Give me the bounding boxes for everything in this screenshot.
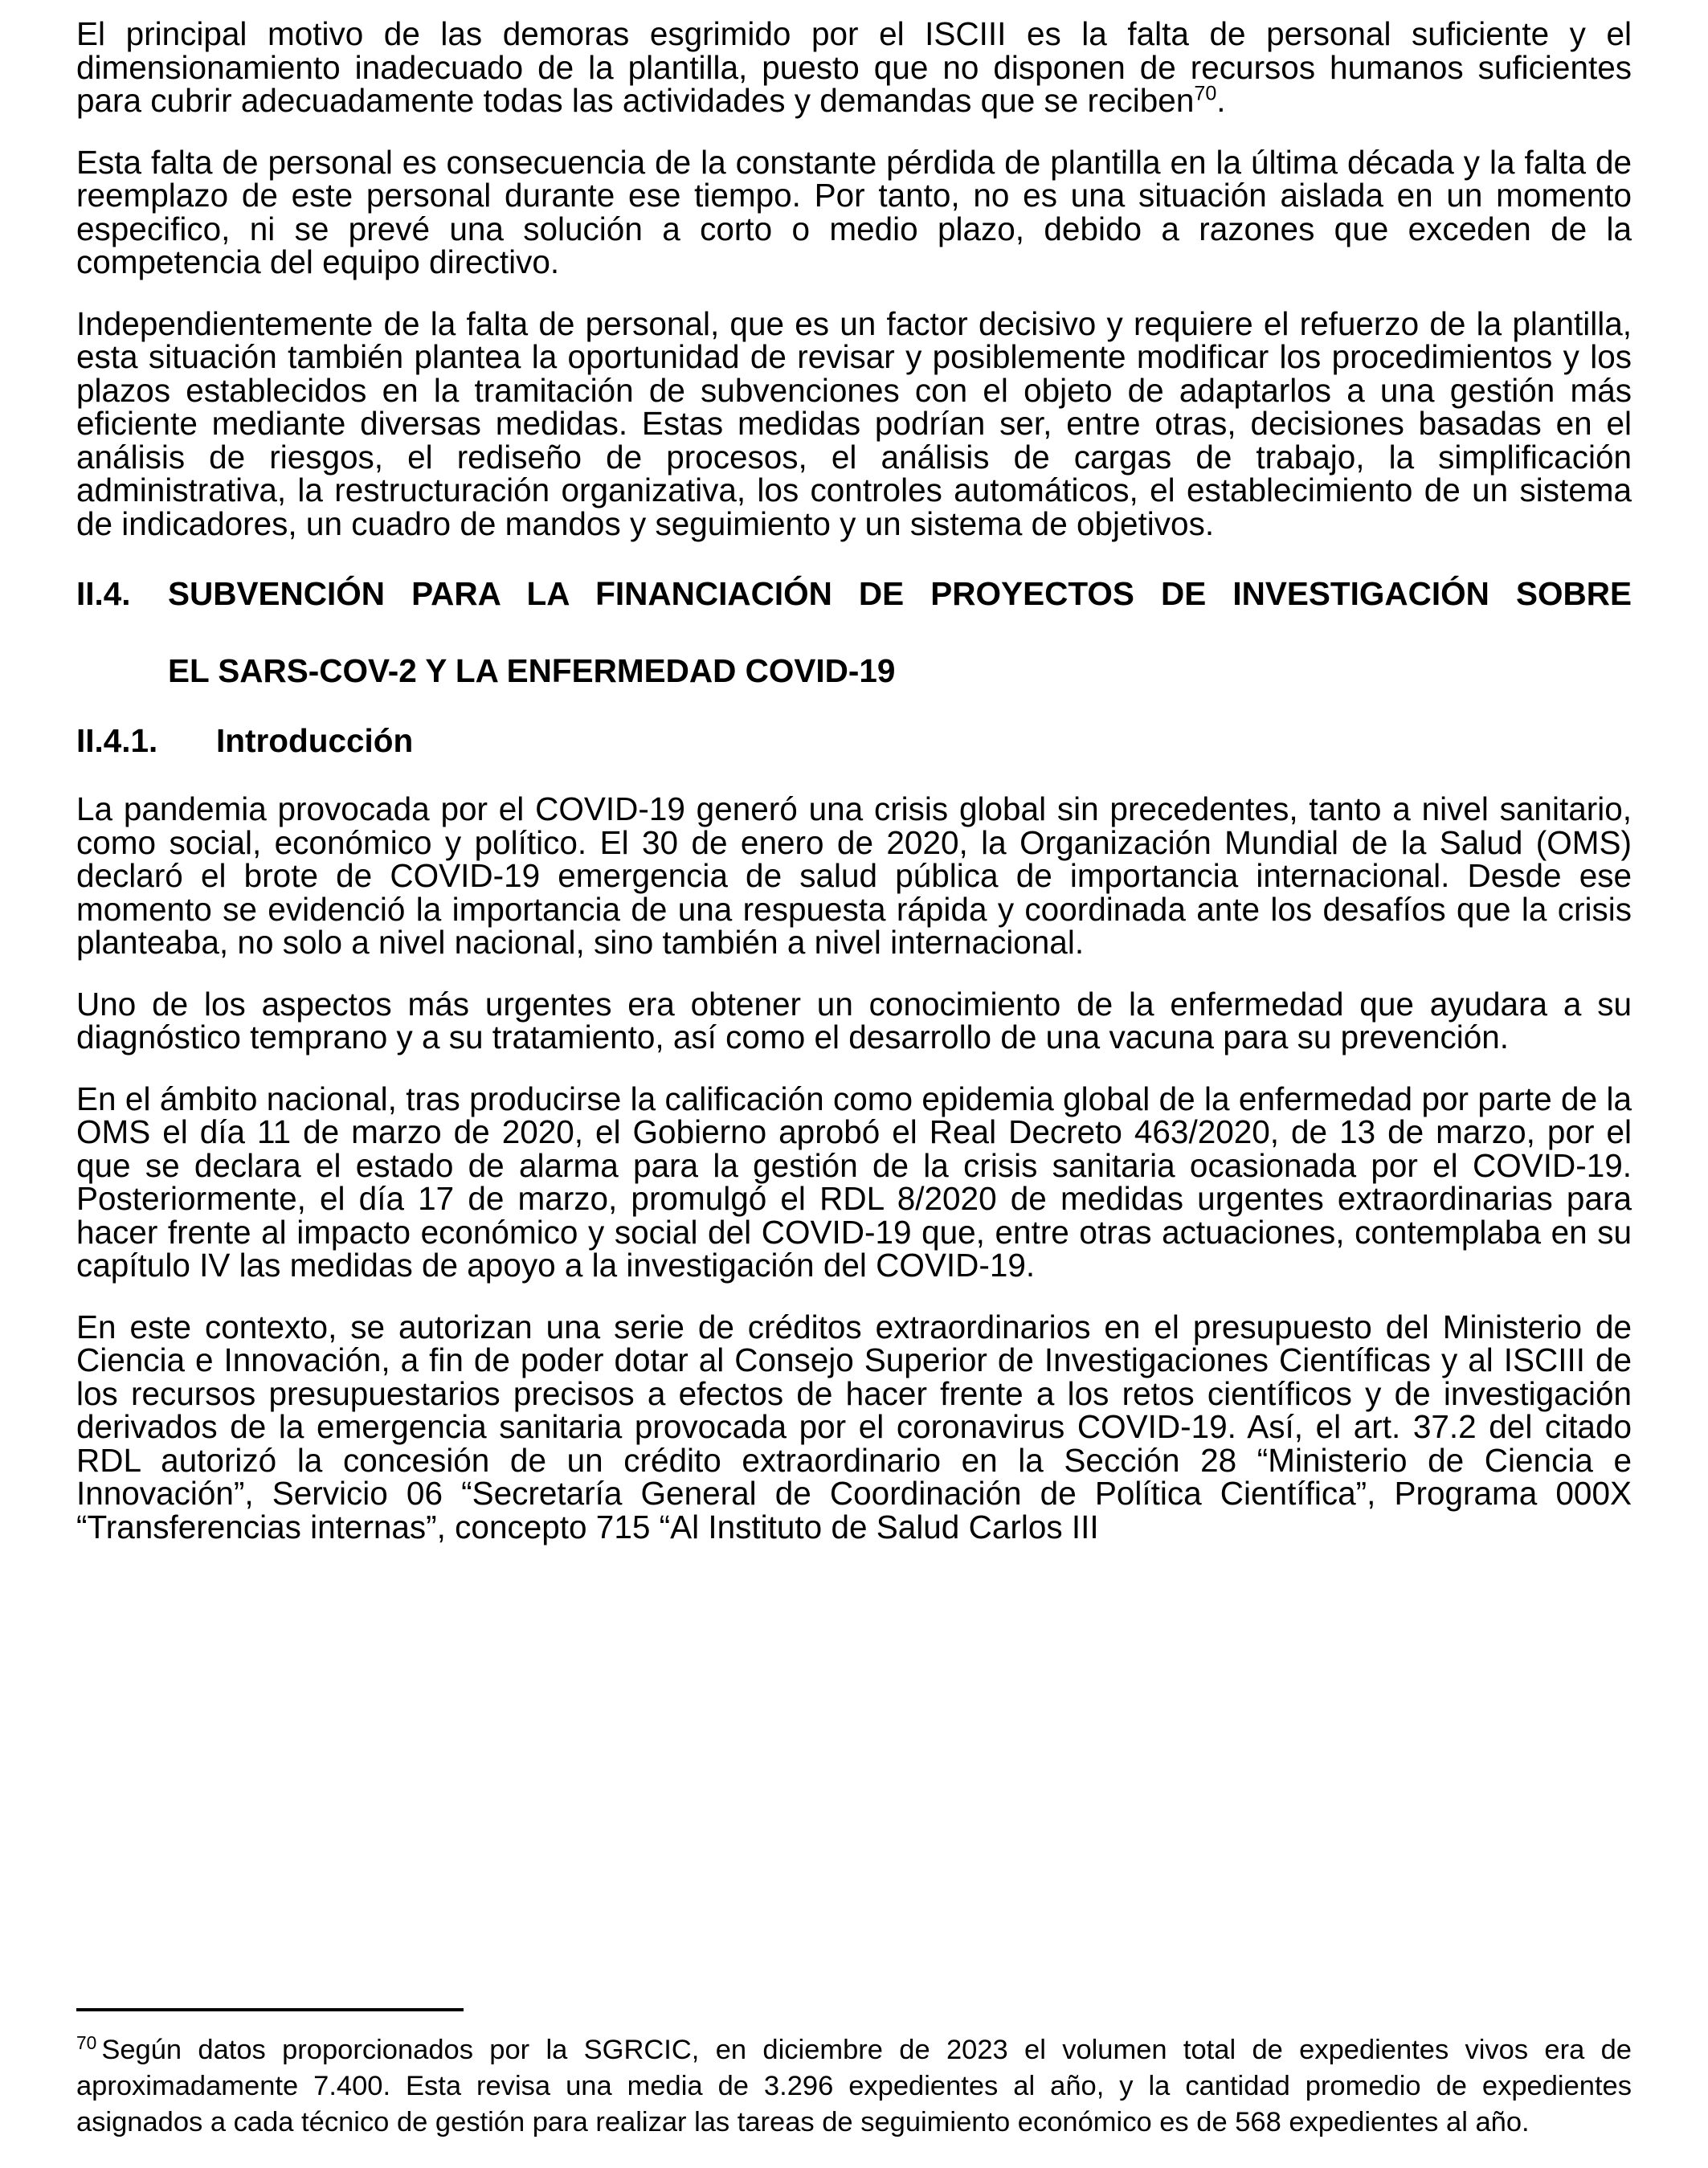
section-heading-title-line-2: EL SARS-COV-2 Y LA ENFERMEDAD COVID-19 [168, 652, 896, 689]
paragraph-en-este-contexto: En este contexto, se autorizan una serie de créditos extraordinarios en el presupuesto del Ministerio de Ciencia e Innovación, a fin de poder dotar al Consejo Superior de Investigaciones Científicas y al ISCIII de los recursos presupuestarios precisos a efectos de hacer frente a los retos científicos y de investigación derivados de la emergencia sanitaria provocada por el coronavirus COVID-19. Así, el art. 37.2 del citado RDL autorizó la concesión de un crédito extraordinario en la Sección 28 “Ministerio de Ciencia e Innovación”, Servicio 06 “Secretaría General de Coordinación de Política Científica”, Programa 000X “Transferencias internas”, concepto 715 “Al Instituto de Salud Carlos III [76, 1308, 1632, 1545]
spacer-after-section-heading [76, 690, 1632, 722]
footnote-reference-70[interactable]: 70 [1194, 82, 1217, 105]
paragraph-falta-personal: Esta falta de personal es consecuencia de la constante pérdida de plantilla en la última década y la falta de reemplazo de este personal durante ese tiempo. Por tanto, no es una situación aislada en un momento especifico, ni se prevé una solución a corto o medio plazo, debido a razones que exceden de la competencia del equipo directivo. [76, 143, 1632, 280]
paragraph-demoras-tail: . [1216, 82, 1226, 119]
spacer-before-section-heading [76, 541, 1632, 574]
section-heading-title [168, 574, 1632, 690]
footnote-separator-rule [76, 2008, 464, 2011]
footnote-area [76, 2008, 1632, 2141]
section-heading-number: II.4. [76, 575, 131, 612]
page-content [76, 15, 1632, 1545]
paragraph-pandemia: La pandemia provocada por el COVID-19 generó una crisis global sin precedentes, tanto a nivel sanitario, como social, económico y político. El 30 de enero de 2020, la Organización Mundial de la Salud (OMS) declaró el brote de COVID-19 emergencia de salud pública de importancia internacional. Desde ese momento se evidenció la importancia de una respuesta rápida y coordinada ante los desafíos que la crisis planteaba, no solo a nivel nacional, sino también a nivel internacional. [76, 790, 1632, 961]
paragraph-aspectos-urgentes: Uno de los aspectos más urgentes era obtener un conocimiento de la enfermedad que ayudara a su diagnóstico temprano y a su tratamiento, así como el desarrollo de una vacuna para su prevención. [76, 985, 1632, 1055]
footnote-70 [76, 2032, 1632, 2141]
paragraph-demoras [76, 15, 1632, 119]
section-heading-title-line-1: SUBVENCIÓN PARA LA FINANCIACIÓN DE PROYECTOS DE INVESTIGACIÓN SOBRE [168, 575, 1632, 612]
spacer-after-subsection-heading [76, 759, 1632, 793]
footnote-70-text: Según datos proporcionados por la SGRCIC, en diciembre de 2023 el volumen total de expedientes vivos era de aproximadamente 7.400. Esta revisa una media de 3.296 expedientes al año, y la cantidad promedio de expedientes asignados a cada técnico de gestión para realizar las tareas de seguimiento económico es de 568 expedientes al año. [76, 2035, 1632, 2137]
subsection-heading-title: Introducción [216, 722, 414, 759]
footnote-mark-70: 70 [76, 2031, 97, 2053]
paragraph-ambito-nacional: En el ámbito nacional, tras producirse la calificación como epidemia global de la enfermedad por parte de la OMS el día 11 de marzo de 2020, el Gobierno aprobó el Real Decreto 463/2020, de 13 de marzo, por el que se declara el estado de alarma para la gestión de la crisis sanitaria ocasionada por el COVID-19. Posteriormente, el día 17 de marzo, promulgó el RDL 8/2020 de medidas urgentes extraordinarias para hacer frente al impacto económico y social del COVID-19 que, entre otras actuaciones, contemplaba en su capítulo IV las medidas de apoyo a la investigación del COVID-19. [76, 1080, 1632, 1284]
section-heading-ii-4 [76, 574, 1632, 690]
subsection-heading-ii-4-1 [76, 722, 1632, 759]
subsection-heading-number: II.4.1. [76, 722, 158, 759]
paragraph-independientemente: Independientemente de la falta de personal, que es un factor decisivo y requiere el refuerzo de la plantilla, esta situación también plantea la oportunidad de revisar y posiblemente modificar los procedimientos y los plazos establecidos en la tramitación de subvenciones con el objeto de adaptarlos a una gestión más eficiente mediante diversas medidas. Estas medidas podrían ser, entre otras, decisiones basadas en el análisis de riesgos, el rediseño de procesos, el análisis de cargas de trabajo, la simplificación administrativa, la restructuración organizativa, los controles automáticos, el establecimiento de un sistema de indicadores, un cuadro de mandos y seguimiento y un sistema de objetivos. [76, 304, 1632, 542]
paragraph-demoras-text: El principal motivo de las demoras esgrimido por el ISCIII es la falta de personal suficiente y el dimensionamiento inadecuado de la plantilla, puesto que no disponen de recursos humanos suficientes para cubrir adecuadamente todas las actividades y demandas que se reciben [76, 15, 1632, 119]
